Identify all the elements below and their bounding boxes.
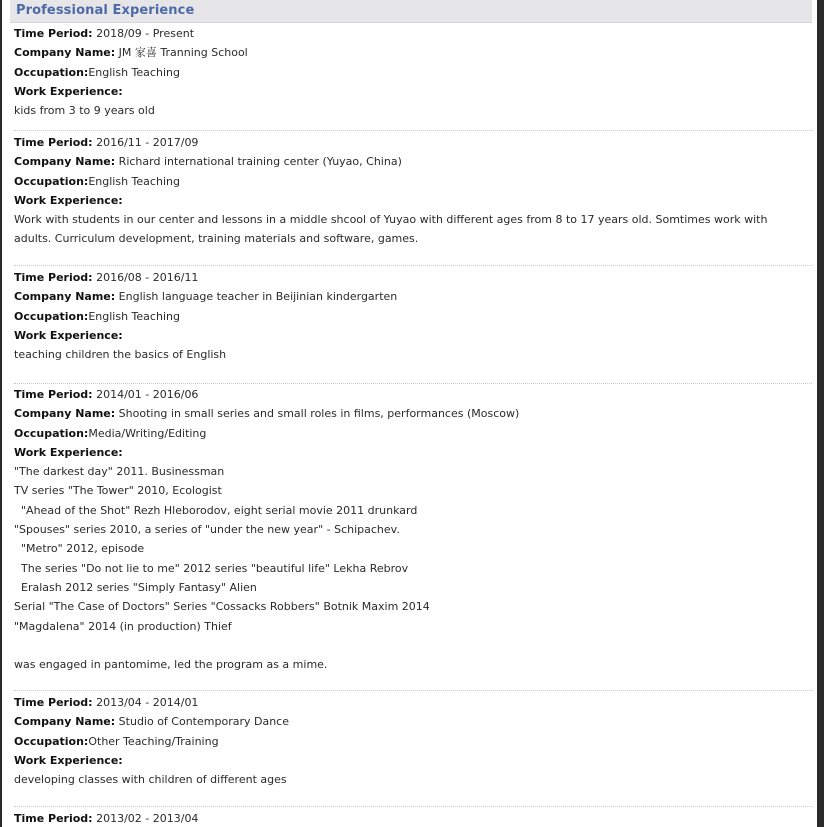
entry-divider: [14, 265, 812, 266]
entry-divider: [14, 130, 812, 131]
time-period-label: Time Period:: [14, 812, 93, 825]
company-value: JM 家喜 Tranning School: [118, 46, 248, 60]
occupation-row: [14, 63, 809, 82]
company-label: Company Name:: [14, 46, 116, 60]
time-period-value: 2013/02 - 2013/04: [96, 812, 199, 825]
company-label: Company Name:: [14, 407, 116, 421]
time-period-row: [14, 693, 809, 712]
work-description: developing classes with children of different ages: [14, 773, 287, 787]
company-row: [14, 712, 809, 731]
occupation-row: [14, 732, 809, 751]
work-description: Work with students in our center and lessons in a middle shcool of Yuyao with different ages from 8 to 17 years old. Somtimes work with adults. Curriculum development, training materials and software, games.: [14, 213, 771, 246]
occupation-label: Occupation:: [14, 309, 89, 323]
entry-divider: [14, 690, 812, 691]
occupation-row: [14, 424, 809, 443]
work-experience-row: [14, 443, 809, 462]
occupation-label: Occupation:: [14, 734, 89, 748]
work-experience-label: Work Experience:: [14, 328, 123, 342]
experience-entry: [14, 385, 809, 674]
work-description: kids from 3 to 9 years old: [14, 104, 155, 118]
company-row: [14, 404, 809, 423]
company-value: Shooting in small series and small roles in films, performances (Moscow): [118, 407, 520, 421]
occupation-row: [14, 307, 809, 326]
occupation-value: Other Teaching/Training: [88, 734, 219, 748]
company-label: Company Name:: [14, 290, 116, 304]
occupation-row: [14, 172, 809, 191]
company-value: Richard international training center (Yuyao, China): [118, 155, 402, 169]
work-experience-row: [14, 751, 809, 770]
work-experience-row: [14, 82, 809, 101]
occupation-label: Occupation:: [14, 174, 89, 188]
time-period-row: [14, 809, 809, 827]
work-experience-label: Work Experience:: [14, 84, 123, 98]
company-value: English language teacher in Beijinian kindergarten: [118, 290, 398, 304]
time-period-label: Time Period:: [14, 271, 93, 284]
resume-page: [2, 0, 817, 827]
company-label: Company Name:: [14, 155, 116, 169]
time-period-label: Time Period:: [14, 696, 93, 709]
occupation-value: English Teaching: [88, 309, 180, 323]
entry-divider: [14, 383, 812, 384]
section-header: [10, 0, 812, 23]
work-description: teaching children the basics of English: [14, 348, 227, 362]
time-period-value: 2016/08 - 2016/11: [96, 271, 199, 284]
time-period-row: [14, 385, 809, 404]
time-period-value: 2018/09 - Present: [96, 27, 195, 40]
time-period-label: Time Period:: [14, 136, 93, 149]
time-period-row: [14, 24, 809, 43]
occupation-value: English Teaching: [88, 174, 180, 188]
time-period-value: 2016/11 - 2017/09: [96, 136, 199, 149]
occupation-value: Media/Writing/Editing: [88, 426, 207, 440]
work-experience-row: [14, 326, 809, 345]
time-period-label: Time Period:: [14, 27, 93, 40]
entry-divider: [14, 806, 812, 807]
time-period-value: 2013/04 - 2014/01: [96, 696, 199, 709]
experience-entry: [14, 809, 809, 827]
experience-entry: [14, 24, 809, 120]
experience-entry: [14, 693, 809, 789]
company-value: Studio of Contemporary Dance: [118, 715, 289, 729]
occupation-value: English Teaching: [88, 65, 180, 79]
time-period-value: 2014/01 - 2016/06: [96, 388, 199, 401]
company-row: [14, 43, 809, 62]
work-experience-label: Work Experience:: [14, 753, 123, 767]
occupation-label: Occupation:: [14, 426, 89, 440]
time-period-label: Time Period:: [14, 388, 93, 401]
time-period-row: [14, 268, 809, 287]
work-description: "The darkest day" 2011. Businessman TV series "The Tower" 2010, Ecologist "Ahead of the Shot" Rezh Hleborodov, eight serial movie 2011 drunkard "Spouses" series 2010, a series of "under the new year" - Schipachev. "Metro" 2012, episode The series "Do not lie to me" 2012 series "beautiful life" Lekha Rebrov Eralash 2012 series "Simply Fantasy" Alien Serial "The Case of Doctors" Series "Cossacks Robbers" Botnik Maxim 2014 "Magdalena" 2014 (in production) Thief was engaged in pantomime, led the program as a mime.: [14, 465, 430, 672]
company-row: [14, 287, 809, 306]
work-experience-label: Work Experience:: [14, 193, 123, 207]
occupation-label: Occupation:: [14, 65, 89, 79]
experience-entry: [14, 268, 809, 364]
company-label: Company Name:: [14, 715, 116, 729]
section-title: Professional Experience: [16, 3, 195, 18]
experience-entry: [14, 133, 809, 249]
work-experience-row: [14, 191, 809, 210]
company-row: [14, 152, 809, 171]
work-experience-label: Work Experience:: [14, 445, 123, 459]
time-period-row: [14, 133, 809, 152]
